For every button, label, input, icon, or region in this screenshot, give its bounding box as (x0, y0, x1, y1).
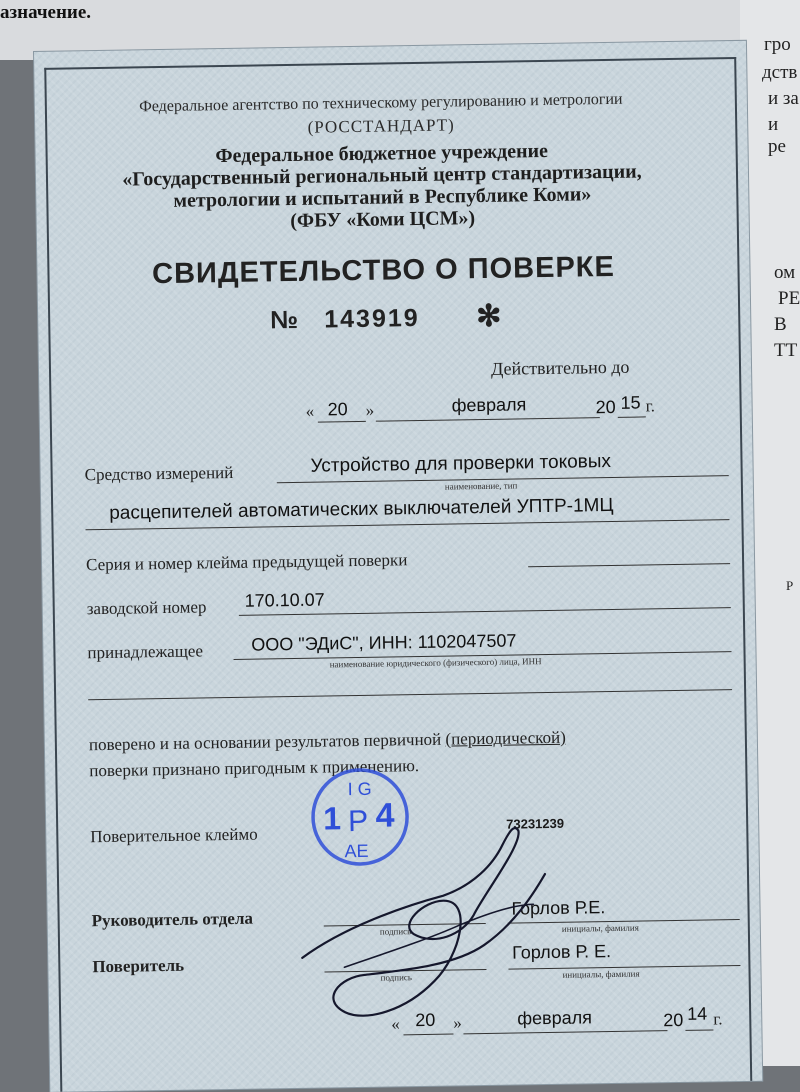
org-line: Федеральное бюджетное учреждение (215, 139, 549, 168)
number-mark: ✻ (475, 299, 504, 334)
issue-month: февраля (517, 1007, 593, 1029)
issue-year-suffix: г. (713, 1009, 723, 1029)
edge-fragment: и ре (768, 114, 786, 157)
issue-day: 20 (415, 1009, 436, 1031)
issue-year-prefix: 20 (663, 1009, 684, 1031)
instrument-label: Средство измерений (84, 462, 234, 485)
certificate-number: 143919 (324, 303, 420, 334)
head-name: Горлов Р.Е. (511, 897, 606, 919)
result-line-2: поверки признано пригодным к применению. (89, 756, 420, 781)
head-label: Руководитель отдела (91, 908, 254, 931)
org-line: (ФБУ «Коми ЦСМ») (290, 207, 476, 232)
issue-year: 14 (687, 1003, 708, 1024)
owner-label: принадлежащее (87, 641, 204, 663)
signature-stroke (300, 828, 547, 1017)
verifier-name: Горлов Р. Е. (512, 941, 612, 963)
stamp-text-left: 1 (322, 800, 342, 837)
stamp-code: 73231239 (506, 815, 565, 832)
valid-day: 20 (327, 399, 348, 420)
edge-fragment: ом (774, 262, 796, 283)
serial-label: заводской номер (86, 597, 207, 619)
verifier-label: Поверитель (92, 955, 185, 977)
head-name-caption: инициалы, фамилия (561, 922, 639, 934)
agency-line: Федеральное агентство по техническому регулированию и метрологии (139, 90, 623, 116)
periodic-underlined: (периодической) (445, 727, 566, 749)
valid-year: 15 (620, 392, 641, 413)
owner-value: ООО "ЭДиС", ИНН: 1102047507 (251, 630, 517, 655)
result-line-1: поверено и на основании результатов первичной (периодической) (88, 727, 566, 755)
valid-year-suffix: г. (645, 396, 656, 416)
edge-fragment: Р (786, 578, 794, 593)
agency-short: (РОССТАНДАРТ) (307, 115, 455, 137)
org-line: метрологии и испытаний в Республике Коми» (173, 183, 592, 212)
verifier-name-caption: инициалы, фамилия (562, 968, 640, 980)
instrument-line-1: Устройство для проверки токовых (310, 450, 612, 477)
edge-fragment: В (774, 314, 787, 335)
stamp-text-right: 4 (375, 796, 395, 835)
instrument-caption: наименование, тип (444, 480, 518, 492)
valid-month: февраля (451, 394, 527, 416)
instrument-line-2: расцепителей автоматических выключателей УПТР-1МЦ (109, 494, 614, 524)
stamp-text-letter: Р (347, 804, 369, 839)
serial-value: 170.10.07 (244, 589, 325, 611)
edge-fragment: дств (762, 62, 798, 83)
edge-fragment: и за (768, 88, 799, 109)
valid-year-prefix: 20 (595, 396, 616, 418)
certificate-title: СВИДЕТЕЛЬСТВО О ПОВЕРКЕ (151, 250, 616, 291)
edge-fragment: гро (764, 34, 791, 55)
handwritten-signature (282, 803, 586, 1058)
stamp-text-bottom: AE (344, 840, 369, 862)
background-top-text: азначение. (0, 2, 92, 23)
stamp-label: Поверительное клеймо (90, 824, 258, 847)
head-signature-caption: подпись (379, 926, 412, 937)
verifier-signature-caption: подпись (380, 972, 413, 983)
stamp-text-top: I G (347, 778, 372, 800)
verification-certificate: Федеральное агентство по техническому регулированию и метрологии (РОССТАНДАРТ) Федеральное бюджетное учреждение «Государственный региональный центр стандартизации, метрологии и испытаний в Республике Коми» (ФБУ «Коми ЦСМ») СВИДЕТЕЛЬСТВО О ПОВЕРКЕ № 143919 ✻ Действительно до « 20 » февраля 20 15 г. Средство измерений Устройство для проверки токовых наименование, тип расцепителей автоматических выключателей УПТР-1МЦ Серия и номер клейма предыдущей поверки заводской номер 170.10.07 принадлежащее ООО "ЭДиС", ИНН: 1102047507 наименование юридического (физического) лица, ИНН поверено и на основании результатов первичной (периодической) поверки признано пригодным к применению. Поверительное клеймо 73231239 I G 1 Р 4 AE Руководитель отдела подпись Горлов Р.Е. инициалы, фамилия Поверитель подпись Горлов Р. Е. инициалы, фамилия « 20 » февраля 20 14 г. (34, 41, 762, 1092)
valid-until-label: Действительно до (490, 356, 630, 379)
org-line: «Государственный региональный центр стандартизации, (122, 160, 642, 191)
signature-stroke (343, 904, 534, 967)
edge-fragment: ТТ (774, 340, 798, 361)
prev-mark-label: Серия и номер клейма предыдущей поверки (85, 550, 408, 575)
owner-caption: наименование юридического (физического) лица, ИНН (329, 656, 542, 670)
number-sign: № (270, 305, 301, 335)
edge-fragment: РЕ (778, 288, 800, 309)
